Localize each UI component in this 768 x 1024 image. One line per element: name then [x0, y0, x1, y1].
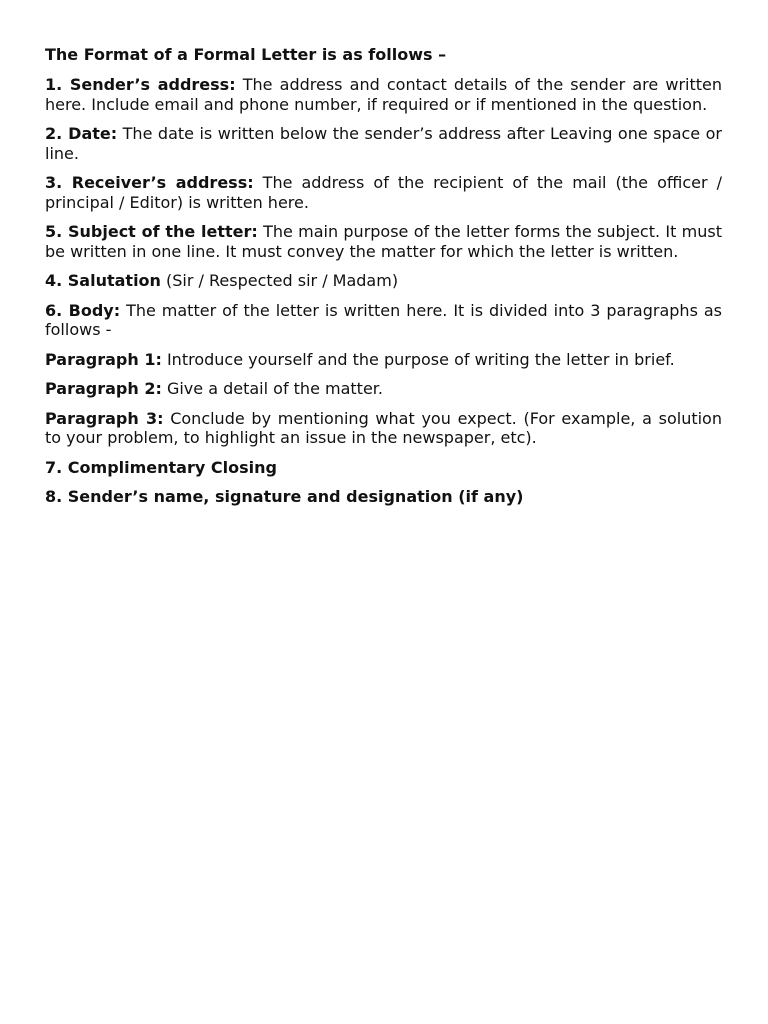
- section-text: Give a detail of the matter.: [161, 379, 383, 398]
- section-text: The main purpose of the letter forms the subject. It must be written in one line. It must convey the matter for which the letter is written.: [45, 222, 722, 261]
- section-text: The address of the recipient of the mail (the officer / principal / Editor) is written here.: [45, 173, 722, 212]
- section-text: Introduce yourself and the purpose of writing the letter in brief.: [161, 349, 675, 369]
- section-body: [45, 301, 722, 340]
- section-paragraph-2: [45, 379, 722, 399]
- section-label: 5. Subject of the letter:: [45, 222, 258, 241]
- section-senders-name: [45, 487, 722, 507]
- section-label: 6. Body:: [45, 300, 121, 320]
- section-label: 4. Salutation: [45, 271, 161, 290]
- section-text: The address and contact details of the sender are written here. Include email and phone number, if required or if mentioned in the question.: [45, 75, 722, 114]
- section-date: [45, 124, 722, 163]
- section-label: 7. Complimentary Closing: [45, 457, 277, 477]
- section-receivers-address: [45, 173, 722, 212]
- section-label: 3. Receiver’s address:: [45, 173, 254, 192]
- document-title: The Format of a Formal Letter is as follows –: [45, 45, 447, 64]
- section-label: 1. Sender’s address:: [45, 75, 236, 94]
- section-complimentary-closing: [45, 458, 722, 478]
- section-text: Conclude by mentioning what you expect. (For example, a solution to your problem, to highlight an issue in the newspaper, etc).: [45, 408, 722, 447]
- section-paragraph-1: [45, 350, 722, 370]
- section-text: The matter of the letter is written here. It is divided into 3 paragraphs as follows -: [45, 300, 722, 339]
- section-label: Paragraph 3:: [45, 408, 164, 428]
- section-senders-address: [45, 75, 722, 114]
- section-label: Paragraph 1:: [45, 349, 162, 369]
- section-text: The date is written below the sender’s address after Leaving one space or line.: [45, 124, 722, 163]
- section-label: 8. Sender’s name, signature and designation (if any): [45, 487, 524, 506]
- section-salutation: [45, 271, 722, 291]
- section-label: Paragraph 2:: [45, 379, 162, 398]
- section-label: 2. Date:: [45, 124, 118, 143]
- section-paragraph-3: [45, 409, 722, 448]
- section-subject: [45, 222, 722, 261]
- section-text: (Sir / Respected sir / Madam): [160, 271, 399, 290]
